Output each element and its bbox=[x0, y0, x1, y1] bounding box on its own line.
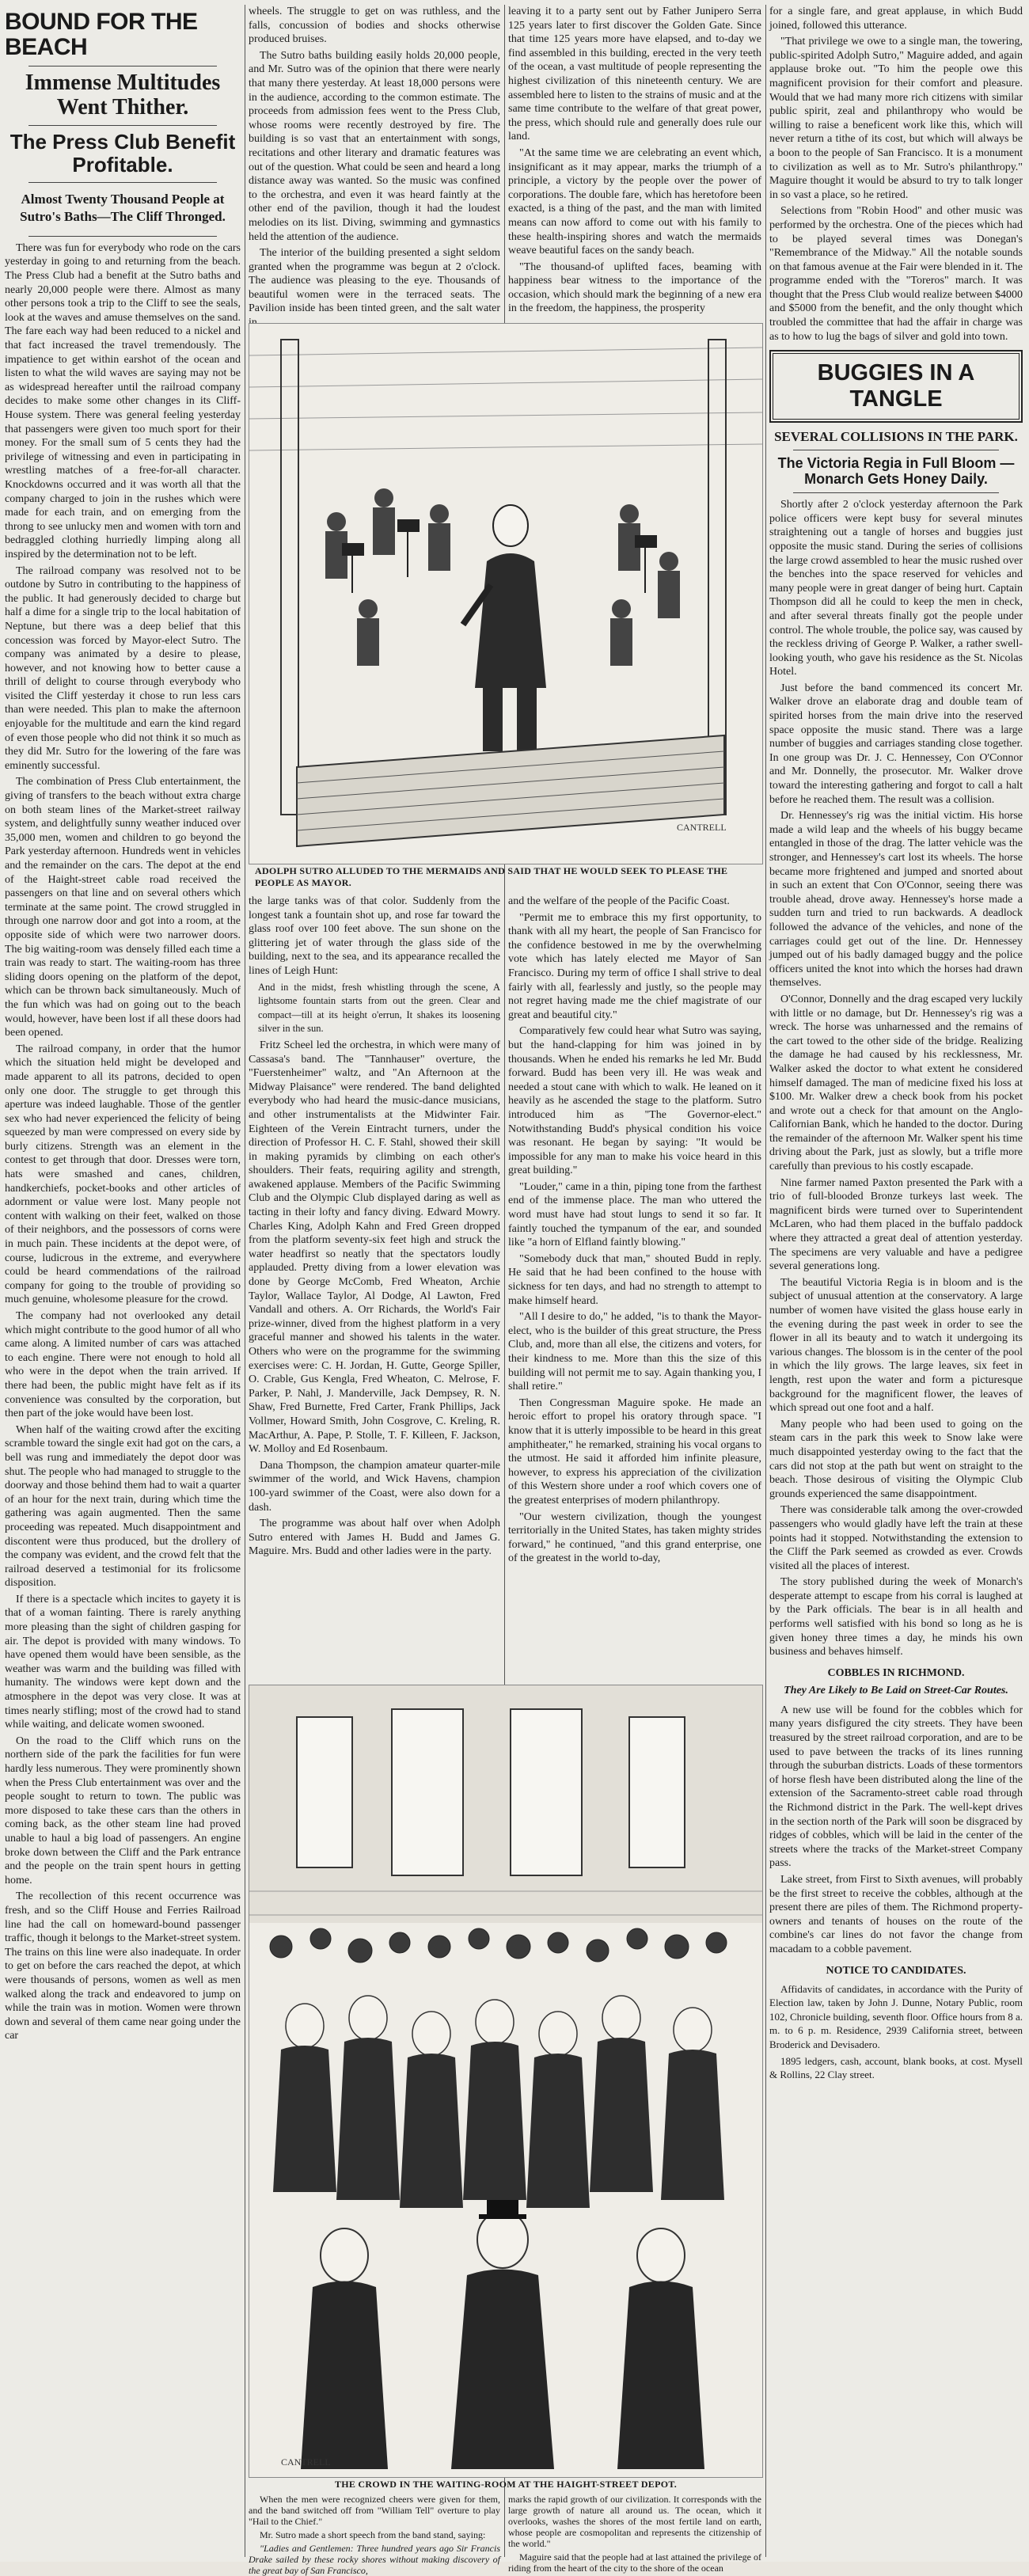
col3-bottom-text bbox=[508, 2494, 761, 2574]
paragraph: O'Connor, Donnelly and the drag escaped very luckily with little or no damage, but Dr. Hennessey's rig was a wreck. The horse was unharnessed and the remains of the cart towed to the other side of the bridge. Realizing the damage he had caused by his recklessness, Mr. Walker asked the doctor to what extent he considered himself damaged. The man of medicine fixed his loss at $100. Mr. Walker drew a check book from his pocket and wrote out a check for that amount on the Anglo-Californian Bank, which he handed to the doctor. During the remainder of the afternoon Mr. Walker spent his time driving about the Park, just as slowly, but a trifle more carefully than previous to his costly escapade. bbox=[769, 993, 1023, 1173]
paragraph: and the welfare of the people of the Pacific Coast. bbox=[508, 895, 730, 907]
svg-text:CANTRELL: CANTRELL bbox=[677, 822, 727, 833]
paragraph: "All I desire to do," he added, "is to thank the Mayor-elect, who is the builder of this great structure, the Press Club, and, more than all else, the citizens and voters, for their kindness to me. More than this the size of this building will not permit me to say. Again thanking you, I shall retire." bbox=[508, 1311, 761, 1393]
paragraph: "Our western civilization, though the youngest territorially in the United States, has taken mighty strides forward," he continued, "and this grand enterprise, one of the greatest in the world to-day, bbox=[508, 1510, 761, 1565]
box-deck-2: The Victoria Regia in Full Bloom —Monarch Gets Honey Daily. bbox=[777, 454, 1015, 488]
paragraph: Then Congressman Maguire spoke. He made an heroic effort to propel his oratory through space. "I know that it is utterly impossible to be heard in this great amphitheater," he remarked, straining his vocal organs to the utmost. He said it afforded him infinite pleasure, however, to express his appreciation of the civilization of this Western shore under a roof which covers one of the greatest enterprises of modern philanthropy. bbox=[508, 1396, 761, 1506]
illustration-2-caption: THE CROWD IN THE WAITING-ROOM AT THE HAIGHT-STREET DEPOT. bbox=[334, 2479, 678, 2490]
paragraph: Fritz Scheel led the orchestra, in which were many of Cassasa's band. The "Tannhauser" overture, the "Fuerstenheimer" waltz, and "An Afternoon at the Midway Plaisance" were rendered. The band delighted everybody who had heard the music-dance musicians, and other instrumentalists at the Midwinter Fair. Eighteen of the Verein Eintracht turners, under the direction of Professor H. C. F. Stahl, showed their skill in making pyramids by climbing on each other's shoulders. Their feats, requiring agility and strength, awakened applause. Members of the Pacific Swimming Club and the Olympic Club displayed daring as well as tacting in their lofty and fancy diving. Edward Mowry. Charles King, Adolph Kahn and Fred Green dropped from the platform seventy-six feet high and struck the water headfirst so neatly that the spectators loudly applauded. Pretty diving from a lower elevation was done by George McComb, Fred Wheaton, Archie Taylor, Wallace Taylor, Al Dodge, Al Lawton, Fred Vandall and others. A. Orr Richards, the World's Fair prize-winner, dived from the highest platform in a very graceful manner and showed his talents in the water. Others who were on the programme for the swimming exercises were: C. H. Jordan, H. Gutte, George Spiller, O. Crable, Gus Kengla, Fred Wheaton, C. Melrose, F. Parker, P. Nahl, J. Manderville, Jack Dempsey, R. N. Shaw, Fred Burnette, Fred Carter, Frank Phillips, Jack Vollmer, Howard Smith, John Cosgrove, C. Kreling, R. MacArthur, A. Pape, P. Stolle, T. F. Killeen, F. Jackson, W. Molloy and Ed Rosenbaum. bbox=[249, 1039, 500, 1456]
section-head-cobbles: COBBLES IN RICHMOND. bbox=[827, 1666, 965, 1679]
paragraph: Comparatively few could hear what Sutro was saying, but the hand-clapping for him was joined in by thousands. When he ended his remarks he led Mr. Budd forward. Budd has been very ill. He was weak and needed a stout cane with which to walk. He leaned on it heavily as he ascended the stage to the platform. Sutro introduced him as "The Governor-elect." Notwithstanding Budd's physical condition his voice was resonant. He began by saying: "It would be impossible for any man to make his voice heard in this great building." bbox=[508, 1025, 761, 1177]
section-head-notice: NOTICE TO CANDIDATES. bbox=[826, 1964, 966, 1977]
paragraph: Lake street, from First to Sixth avenues, will probably be the first street to receive the cobbles, although at the present there are piles of them. The Richmond property-owners and tenants of houses on the route of the combine's car lines do not favor the change from macadam to a cobble pavement. bbox=[769, 1873, 1023, 1955]
col3-mid-text bbox=[508, 895, 761, 1678]
paragraph: A new use will be found for the cobbles which for many years disfigured the city streets. They have been treasured by the street railroad corporation, and are to be used to pave between the tracks of its lines running through the suburban districts. Loads of these tormentors of horse flesh have been distributed along the line of the extension of the Sacramento-street cable road through the Richmond district in the Park. The well-kept drives in the section north of the Park will soon be disgraced by ridges of cobbles, which will be laid in the center of the streets where the tracks of the Market-street Company pass. bbox=[769, 1704, 1023, 1870]
paragraph: "Louder," came in a thin, piping tone from the farthest end of the immense place. The man who uttered the word must have had stout lungs to send it so far. It faintly touched the tympanum of the ear, and sounded like "a horn of Elfland faintly blowing." bbox=[508, 1180, 761, 1249]
main-headline: BOUND FOR THE BEACH bbox=[5, 9, 198, 60]
paragraph: The Sutro baths building easily holds 20,000 people, and Mr. Sutro was of the opinion that there were nearly that many there yesterday. At least 18,000 persons were in the audience, according to the common estimate. The proceeds from admission fees went to the Press Club, whose rooms were recently destroyed by fire. The building is so vast that an entertainment with songs, recitations and other literary and dramatic features was out of the question. What could be seen and heard a long distance away was wanted. So the music was confined to the orchestra, and even it was heard faintly at the other end of the pavilion, though it had the loudest melodies on its list. Diving, swimming and gymnastics held the attention of the audience. bbox=[249, 49, 500, 243]
deck-3: Almost Twenty Thousand People at Sutro's Baths—The Cliff Thronged. bbox=[20, 192, 226, 224]
col2-mid-text bbox=[249, 895, 500, 1678]
paragraph: The story published during the week of Monarch's desperate attempt to escape from his corral is laughed at by the Park officials. The bear is in all health and performs well satisfied with his bond so long as he is given honey three times a day, he minds his own business and behaves himself. bbox=[769, 1576, 1023, 1658]
paragraph: On the road to the Cliff which runs on the northern side of the park the facilities for fun were hardly less numerous. They were prominently shown when the Press Club entertainment was over and the people sought to return to town. The public was more disposed to take these cars than the others in coming back, as the other steam line had proved unable to haul a big load of passengers. An engine broke down between the Cliff and the Park entrance and the people on the train spent hours in getting home. bbox=[5, 1734, 241, 1886]
paragraph: Nine farmer named Paxton presented the Park with a trio of full-blooded Bronze turkeys last week. The magnificent birds were turned over to Superintendent McLaren, who had them placed in the buffalo paddock where they attracted a great deal of attention yesterday. The specimens are very valuable and have a pedigree several generations long. bbox=[769, 1176, 1023, 1273]
deck-1: Immense Multitudes Went Thither. bbox=[25, 70, 221, 120]
box-deck-1: SEVERAL COLLISIONS IN THE PARK. bbox=[774, 429, 1018, 445]
paragraph: "At the same time we are celebrating an event which, insignificant as it may appear, marks the triumph of a principle, a victory by the people over the power of corporations. The double fare, which has heretofore been exacted, is a thing of the past, and the man with limited means can now afford to come out with his family to these health-inspiring shores and watch the mermaids weave beautiful faces on the sandy beach. bbox=[508, 146, 761, 257]
column-1 bbox=[5, 5, 241, 2557]
paragraph: Just before the band commenced its concert Mr. Walker drove an elaborate drag and double team of spirited horses from the main drive into the reserved space opposite the music stand. There was a large number of buggies and carriages standing close together. In one group was Dr. J. C. Hennessey, Con O'Connor and Mr. Donnelly, the prosecutor. Mr. Walker drove toward the interesting gathering and forgot to call a halt before he reached them. The result was a collision. bbox=[769, 682, 1023, 806]
divider bbox=[28, 125, 217, 126]
divider bbox=[793, 492, 999, 493]
paragraph: Many people who had been used to going on the steam cars in the park this week to Snow lake were much disappointed yesterday owing to the fact that the cars did not stop at the path but went on straight to the beach. Those desirous of visiting the Olympic Club grounds experienced the same disappointment. bbox=[769, 1418, 1023, 1500]
paragraph: wheels. The struggle to get on was ruthless, and the falls, concussion of bodies and shocks otherwise produced bruises. bbox=[249, 6, 500, 46]
illustration-waiting-room bbox=[249, 1685, 763, 2478]
deck-2: The Press Club Benefit Profitable. bbox=[9, 129, 236, 177]
paragraph: There was fun for everybody who rode on the cars yesterday in going to and returning from the beach. The Press Club had a benefit at the Sutro baths and nearly 20,000 people were there. Almost as many other persons took a trip to the Cliff to see the seals, look at the waves and amuse themselves on the sand. The fare each way had been reduced to a nickel and that fact increased the travel tremendously. The impatience to get within earshot of the ocean and listen to what the wild waves are saying may not be as widespread hereafter until the railroad company decides to make some other changes in its Cliff-House system. There was general feeling yesterday that passengers were given too much sport for their money. For the small sum of 5 cents they had the privilege of witnessing and even in participating in wrestling matches of a free-for-all character. Knockdowns occurred and it was worth all that the company charged to join in the rushes which were made for each train, and on emerging from the throng to see unlucky men and women with torn and bedraggled clothing hurriedly limping along all inspired by the determination not to be left. bbox=[5, 241, 241, 560]
paragraph: Maguire said that the people had at last attained the privilege of riding from the heart of the city to the shore of the ocean bbox=[508, 2551, 761, 2574]
paragraph: for a single fare, and great applause, in which Budd joined, followed this utterance. bbox=[769, 6, 1023, 32]
paragraph: Affidavits of candidates, in accordance with the Purity of Election law, taken by John J. Dunne, Notary Public, room 102, Chronicle building, seventh floor. Office hours from 8 a. m. to 6 p. m. Residence, 2939 California street, between Broderick and Devisadero. bbox=[769, 1982, 1023, 2050]
paragraph: The railroad company was resolved not to be outdone by Sutro in contributing to the happiness of the public. It had generously decided to charge but half a dime for a single trip to the local habitation of Neptune, but there was a deep belief that this concession was forced by Mayor-elect Sutro. The company was animated by a desire to please, however, and not knowing how to better cause a thrill of delight to course through everybody who visited the Cliff yesterday it chose to run less cars than were needed. This plan to make the afternoon enjoyable for the multitude and earn the kind regard of even those people who did not think it so much as they did Mr. Sutro for the lowering of the fare was eminently successful. bbox=[5, 564, 241, 772]
paragraph: The programme was about half over when Adolph Sutro entered with James H. Budd and James G. Maguire. Mrs. Budd and other ladies were in the party. bbox=[249, 1518, 500, 1558]
col3-top-text bbox=[508, 5, 761, 318]
svg-text:CANTRELL: CANTRELL bbox=[281, 2456, 331, 2468]
paragraph: Dana Thompson, the champion amateur quarter-mile swimmer of the world, and Wick Havens, champion 100-yard swimmer of the Coast, were also down for a dash. bbox=[249, 1459, 500, 1514]
column-rule bbox=[765, 5, 766, 2557]
paragraph: Dr. Hennessey's rig was the initial victim. His horse made a wild leap and the wheels of his buggy became entangled in those of the drag. The latter vehicle was the stronger, and Hennessey's cart lost its wheels. The horse became more frightened and jumped and snorted about in such an extent that Con O'Connor, seeing there was trouble ahead, drove away. Hennessey's horse made a sudden turn and tried to run backwards. A deadlock followed the advance of the vehicles, and none of the carriages could get out of the line. Dr. Hennessey jumped out of his badly damaged buggy and the police officers united the knot into which the horses had drawn themselves. bbox=[769, 810, 1023, 990]
paragraph: "That privilege we owe to a single man, the towering, public-spirited Adolph Sutro," Maguire added, and again applause broke out. "To him the people owe this magnificent provision for their comfort and pleasure. Would that we had many more rich citizens with similar public spirit, zeal and philanthropy who would be willing to raise a beneficent work like this, which will never return a tithe of its cost, but which will always be a boon to the people of San Francisco. It is a monument to civilization as well as to Mr. Sutro's philanthropy." Maguire thought it would be absurd to try to talk longer in so vast a place, so he retired. bbox=[769, 36, 1023, 201]
paragraph: the large tanks was of that color. Suddenly from the longest tank a fountain shot up, and rose far toward the glass roof over 100 feet above. The sun shone on the glittering jet of water through the glass side of the building, next to the sea, and its appearance recalled the lines of Leigh Hunt: bbox=[249, 895, 500, 977]
paragraph: When the men were recognized cheers were given for them, and the band switched off from "William Tell" overture to play "Hail to the Chief." bbox=[249, 2494, 500, 2527]
paragraph: If there is a spectacle which incites to gayety it is that of a woman fainting. There is rarely anything more pleasing than the sight of children gasping for air. The depot is provided with many windows. To have opened them would have been sensible, as the weather was warm and the building was filled with humanity. The windows were kept down and the atmosphere in the depot was very close. It was at times nearly stifling; most of the crowd had to stand while waiting, and delicate women swooned. bbox=[5, 1593, 241, 1731]
divider bbox=[28, 236, 217, 237]
paragraph: There was considerable talk among the over-crowded passengers who would gladly have left the train at these points had it stopped. Notwithstanding the extension to the Cliff the Park seemed as crowded as ever. Crowds visited all the places of interest. bbox=[769, 1504, 1023, 1572]
paragraph: The combination of Press Club entertainment, the giving of transfers to the beach without extra charge on both steam lines of the Market-street railway system, and delightfully sunny weather induced over 35,000 men, women and children to go beyond the Park yesterday afternoon. Hundreds went in vehicles and the remainder on the cars. The depot at the end of the Haight-street cable road received the passengers on that line and on several others which terminate at the same point. The crowd struggled in through one narrow door and got into a room, at the opposite side of which were two narrower doors. The big waiting-room was densely filled each time a train was ready to start. The waiting-room has three sliding doors opening on the platform of the depot, which can be thrown back simultaneously. Much of the fun which was had on going out to the beach would, however, have been lost if all these doors had been opened. bbox=[5, 776, 241, 1039]
col2-bottom-text bbox=[249, 2494, 500, 2576]
paragraph: The beautiful Victoria Regia is in bloom and is the subject of unusual attention at the conservatory. A large number of women have visited the glass house early in the evening during the past week in order to see the flower in all its beauty and to watch it undergoing its various changes. The blossom is in the center of the pool in which the lily grows. The large leaves, six feet in length, rest upon the water and form a picturesque background for the magnificent flower, the leaves of which spread out one foot and a half. bbox=[769, 1276, 1023, 1415]
box-headline: BUGGIES IN A TANGLE bbox=[773, 353, 1020, 420]
column-4 bbox=[769, 5, 1023, 2557]
paragraph: Mr. Sutro made a short speech from the band stand, saying: bbox=[260, 2529, 486, 2540]
engraving-sutro-orchestra bbox=[249, 324, 762, 864]
paragraph: "Somebody duck that man," shouted Budd in reply. He said that he had been confined to the house with sickness for ten days, and had no strength to attempt to make himself heard. bbox=[508, 1252, 761, 1307]
poem: And in the midst, fresh whistling through the scene, A lightsome fountain starts from out the green. Clear and compact—till at its height o'errun, It shakes its loosening silver in the sun. bbox=[258, 981, 500, 1035]
headline-box bbox=[769, 350, 1023, 423]
paragraph: "Ladies and Gentlemen: Three hundred years ago Sir Francis Drake sailed by these rocky shores without making discovery of the great bay of San Francisco, bbox=[249, 2543, 500, 2576]
paragraph: The recollection of this recent occurrence was fresh, and so the Cliff House and Ferries Railroad line had the call on homeward-bound passenger traffic, though it belongs to the Market-street system. The trains on this line were also inadequate. In order to get on before the cars reached the depot, at which were thousands of persons, women as well as men walked along the track and endeavored to jump on while the train was in motion. Women were thrown down and several of them came near going under the car bbox=[5, 1890, 241, 2042]
section-sub-cobbles: They Are Likely to Be Laid on Street-Car Routes. bbox=[784, 1684, 1008, 1696]
illustration-1-caption: ADOLPH SUTRO ALLUDED TO THE MERMAIDS AND SAID THAT HE WOULD SEEK TO PLEASE THE PEOPLE AS MAYOR. bbox=[255, 865, 728, 888]
illustration-sutro-speech bbox=[249, 323, 763, 864]
paragraph: marks the rapid growth of our civilization. It corresponds with the large growth of nature all around us. The ocean, which it overlooks, washes the shores of the most fertile land on earth, whose people are cosmopolitan and represents the citizenship of the world." bbox=[508, 2494, 761, 2549]
paragraph: When half of the waiting crowd after the exciting scramble toward the single exit had got on the cars, a bell was rung and immediately the depot door was shut. The people who had managed to struggle to the doorway and those behind them had to wait a quarter of an hour for the next train, during which time the gathering was again augmented. Then the same proceeding was repeated. Much disappointment and discontent were thus produced, but the drollery of the company was evident, and the crowd felt that the railroad deserved a testimonial for its frolicsome disposition. bbox=[5, 1423, 241, 1590]
paragraph: Shortly after 2 o'clock yesterday afternoon the Park police officers were kept busy for several minutes straightening out a tangle of horses and buggies just opposite the music stand. During the series of collisions the large crowd assembled to hear the music rushed over the benches into the space reserved for vehicles and many people were in great danger of being hurt. Captain Thompson did all he could to keep the men in check, and after several threats finally got the people under control. The whole trouble, the police say, was caused by the reckless driving of George P. Walker, a rather swell-looking youth, who gave his residence as the St. Nicolas Hotel. bbox=[769, 499, 1023, 678]
paragraph: The railroad company, in order that the humor which the situation held might be developed and made apparent to all its patrons, decided to open only one door. The struggle to get through this aperture was indeed laughable. Those of the gentler sex who had never experienced the felicity of being squeezed by man were compressed on every side by burly citizens. Strength was an element in the contest to get through that door. Dresses were torn, hats were smashed and canes, children, handkerchiefs, pocket-books and other articles of adornment or value were lost. Many people not content with walking on their feet, walked on those of their neighbors, and the possessors of corns were in much pain. These incidents at the depot were, of course, ludicrous in the extreme, and everywhere could be heard commendations of the railroad company for going to the trouble of providing so much genuine, wholesome pleasure for the crowd. bbox=[5, 1043, 241, 1306]
col2-top-text bbox=[249, 5, 500, 318]
divider bbox=[28, 182, 217, 183]
engraving-crowd-depot bbox=[249, 1685, 762, 2477]
paragraph: 1895 ledgers, cash, account, blank books, at cost. Mysell & Rollins, 22 Clay street. bbox=[769, 2054, 1023, 2081]
paragraph: Selections from "Robin Hood" and other music was performed by the orchestra. One of the pieces which had to be played several times was Donegan's "Remembrance of the Midway." All the notable sounds on that famous avenue at the Fair were blended in it. The programme ended with the "Toreros" march. It was thought that the Press Club would realize between $4000 and $5000 from the benefit, and the only thought which troubled the committee that had the affair in charge was as to how to lug the bags of silver and gold into town. bbox=[769, 205, 1023, 343]
paragraph: "Permit me to embrace this my first opportunity, to thank with all my heart, the people of San Francisco for the confidence bestowed in me by the overwhelming vote which has lately elected me Mayor of San Francisco. During my term of office I shall strive to deal fairly with all, fearlessly and justly, so the people may not regret having made me the chief magistrate of our great and beautiful city." bbox=[508, 911, 761, 1021]
paragraph: The company had not overlooked any detail which might contribute to the good humor of all who came along. A limited number of cars was attached to each engine. There were not enough to hold all who were in the depot when the train arrived. If there had been, the public might have felt as if its convenience was consulted by the corporation, but then part of the joke would have been lost. bbox=[5, 1310, 241, 1420]
paragraph: "The thousand-of uplifted faces, beaming with happiness bear witness to the importance of the occasion, which should mark the beginning of a new era in the freedom, the happiness, the prosperity bbox=[508, 260, 761, 315]
paragraph: The interior of the building presented a sight seldom granted when the programme was begun at 2 o'clock. The audience was pleasing to the eye. Thousands of beautiful women were in the terraced seats. The Pavilion inside has been tinted green, and the salt water bbox=[249, 247, 500, 315]
paragraph: leaving it to a party sent out by Father Junipero Serra 125 years later to first discover the Golden Gate. Since that time 125 years more have elapsed, and to-day we find assembled in this building, erected in the very teeth of the ocean, a vast multitude of people representing the highest civilization of this nineteenth century. We are assembled here to listen to the strains of music and at the same time contribute to the welfare of that great power, the press, which should rule and generally does rule our land. bbox=[508, 6, 761, 143]
